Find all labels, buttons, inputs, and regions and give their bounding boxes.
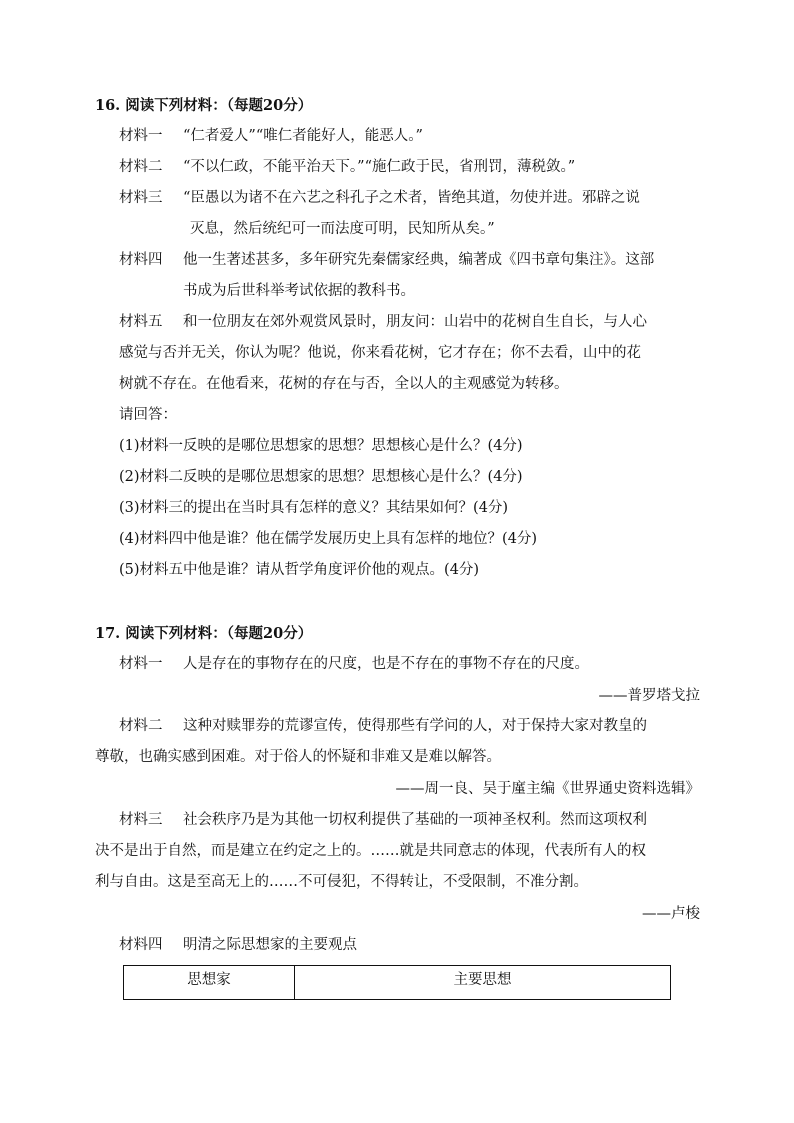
q16-material-5-cont-1: 感觉与否并无关，你认为呢？他说，你来看花树，它才存在；你不去看，山中的花 (119, 345, 641, 361)
material-label: 材料一 (119, 656, 163, 672)
material-text: “仁者爱人”“唯仁者能好人，能恶人。” (183, 128, 423, 144)
material-label: 材料四 (119, 937, 163, 953)
material-text: 人是存在的事物存在的尺度，也是不存在的事物不存在的尺度。 (183, 656, 589, 672)
table-header-row (124, 966, 671, 1000)
q16-question-3: (3)材料三的提出在当时具有怎样的意义？其结果如何？(4分) (119, 500, 509, 516)
q17-material-3-cont-1: 决不是出于自然，而是建立在约定之上的。……就是共同意志的体现，代表所有人的权 (95, 843, 646, 859)
table-header-thinker: 思想家 (124, 966, 295, 1000)
q17-material-4 (119, 935, 357, 955)
q16-material-4-cont: 书成为后世科举考试依据的教科书。 (183, 283, 415, 299)
material-label: 材料二 (119, 718, 163, 734)
q16-question-2: (2)材料二反映的是哪位思想家的思想？思想核心是什么？(4分) (119, 469, 523, 485)
material-text: 这种对赎罪券的荒谬宣传，使得那些有学问的人，对于保持大家对教皇的 (183, 718, 647, 734)
q16-material-3-cont: 灭息，然后统纪可一而法度可明，民知所从矣。” (190, 221, 495, 237)
q16-question-5: (5)材料五中他是谁？请从哲学角度评价他的观点。(4分) (119, 562, 480, 578)
q17-material-1 (119, 654, 589, 674)
q16-question-1: (1)材料一反映的是哪位思想家的思想？思想核心是什么？(4分) (119, 438, 523, 454)
material-text: 明清之际思想家的主要观点 (183, 937, 357, 953)
q17-material-1-source: ——普罗塔戈拉 (598, 688, 700, 704)
q16-question-4: (4)材料四中他是谁？他在儒学发展历史上具有怎样的地位？(4分) (119, 531, 538, 547)
q17-material-3-cont-2: 利与自由。这是至高无上的……不可侵犯，不得转让，不受限制，不准分割。 (95, 874, 588, 890)
q17-material-3 (119, 810, 647, 830)
q16-material-1 (119, 126, 423, 146)
material-text: 他一生著述甚多，多年研究先秦儒家经典，编著成《四书章句集注》。这部 (183, 252, 655, 268)
q16-material-5-cont-2: 树就不存在。在他看来，花树的存在与否，全以人的主观感觉为转移。 (119, 376, 569, 392)
q16-material-2 (119, 157, 575, 177)
q16-material-5 (119, 312, 647, 332)
material-label: 材料一 (119, 128, 163, 144)
q16-title: 16. 阅读下列材料：（每题20分） (95, 97, 313, 114)
q16-prompt: 请回答： (119, 407, 177, 423)
material-text: “不以仁政，不能平治天下。”“施仁政于民，省刑罚，薄税敛。” (183, 159, 576, 175)
q17-material-2-source: ——周一良、吴于廑主编《世界通史资料选辑》 (395, 781, 700, 797)
q17-title: 17. 阅读下列材料：（每题20分） (95, 625, 313, 642)
table-header-ideas: 主要思想 (295, 966, 671, 1000)
material-label: 材料三 (119, 190, 163, 206)
q16-material-3 (119, 188, 640, 208)
q17-material-3-source: ——卢梭 (642, 906, 700, 922)
material-text: “臣愚以为诸不在六艺之科孔子之术者，皆绝其道，勿使并进。邪辟之说 (183, 190, 640, 206)
q16-material-4 (119, 250, 654, 270)
material-label: 材料三 (119, 812, 163, 828)
q17-material-2 (119, 716, 647, 736)
material-text: 和一位朋友在郊外观赏风景时，朋友问：山岩中的花树自生自长，与人心 (183, 314, 647, 330)
thinkers-table (123, 965, 671, 1000)
q17-material-2-cont: 尊敬，也确实感到困难。对于俗人的怀疑和非难又是难以解答。 (95, 749, 501, 765)
material-label: 材料二 (119, 159, 163, 175)
material-text: 社会秩序乃是为其他一切权利提供了基础的一项神圣权利。然而这项权利 (183, 812, 647, 828)
material-label: 材料四 (119, 252, 163, 268)
material-label: 材料五 (119, 314, 163, 330)
